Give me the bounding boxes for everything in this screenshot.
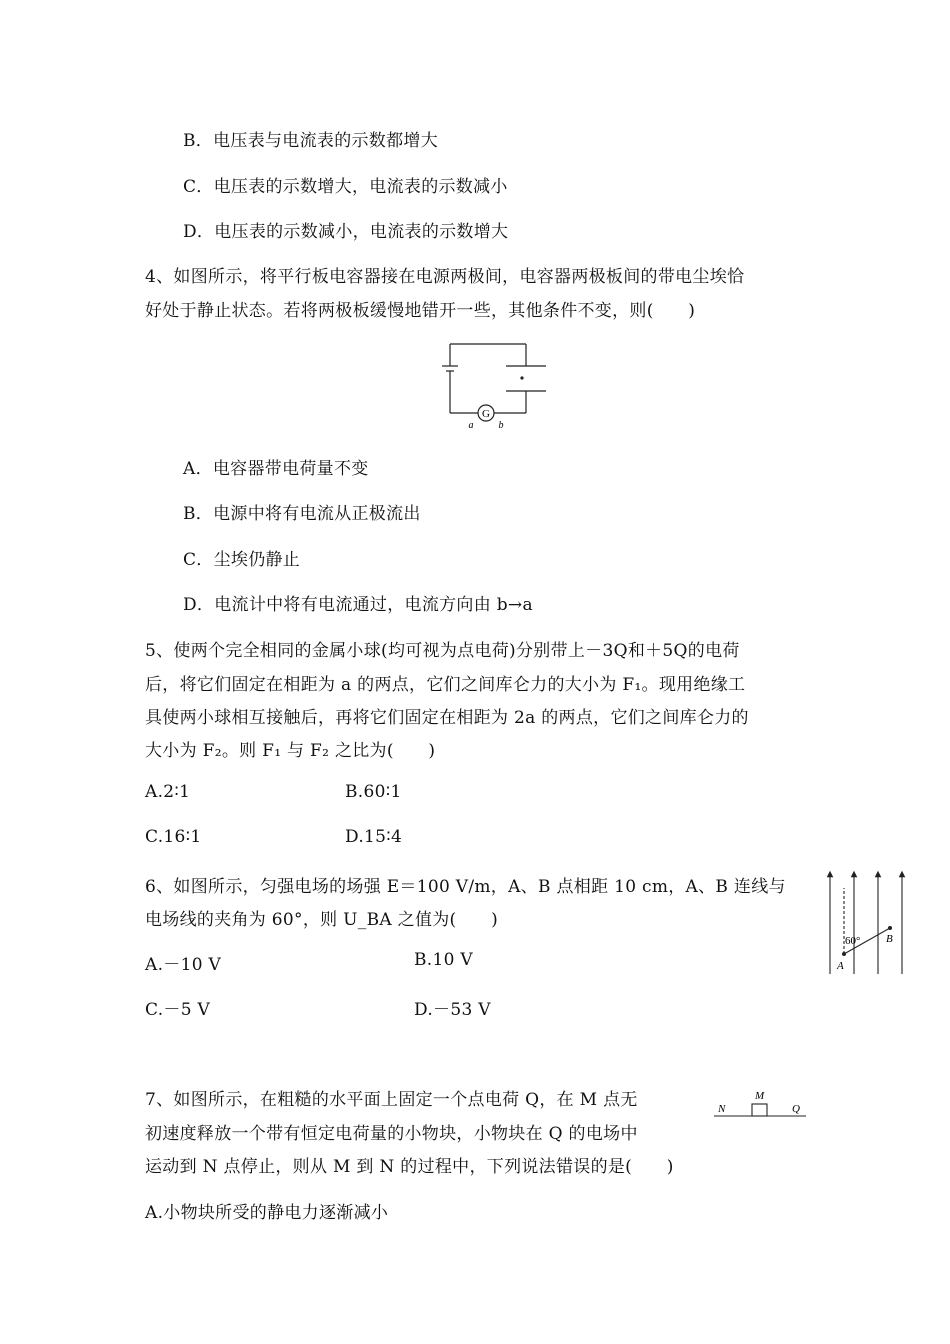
q6-option-c: C.－5 V bbox=[145, 1000, 211, 1020]
point-b-label: B bbox=[886, 933, 893, 945]
q4-option-a: A．电容器带电荷量不变 bbox=[183, 459, 369, 479]
point-a-label: A bbox=[837, 960, 844, 972]
galvanometer-label: G bbox=[482, 408, 490, 420]
q4-stem-line-1: 4、如图所示，将平行板电容器接在电源两极间，电容器两极板间的带电尘埃恰 bbox=[145, 267, 745, 287]
q5-option-b: B.60∶1 bbox=[345, 782, 402, 802]
node-b-label: b bbox=[498, 420, 504, 431]
q3-option-b: B．电压表与电流表的示数都增大 bbox=[183, 131, 438, 151]
q3-option-c: C．电压表的示数增大，电流表的示数减小 bbox=[183, 177, 508, 197]
q7-stem-line-3: 运动到 N 点停止，则从 M 到 N 的过程中，下列说法错误的是( ) bbox=[145, 1157, 674, 1177]
point-a bbox=[842, 952, 846, 956]
q5-stem-line-2: 后，将它们固定在相距为 a 的两点，它们之间库仑力的大小为 F₁。现用绝缘工 bbox=[145, 675, 746, 695]
q6-option-b: B.10 V bbox=[414, 950, 474, 970]
q5-stem-line-3: 具使两小球相互接触后，再将它们固定在相距为 2a 的两点，它们之间库仑力的 bbox=[145, 708, 749, 728]
q6-stem-line-2: 电场线的夹角为 60°，则 U_BA 之值为( ) bbox=[145, 910, 499, 930]
node-a-label: a bbox=[468, 420, 474, 431]
q5-option-d: D.15∶4 bbox=[345, 827, 403, 847]
q5-stem-line-1: 5、使两个完全相同的金属小球(均可视为点电荷)分别带上－3Q和＋5Q的电荷 bbox=[145, 641, 740, 661]
q4-option-c: C．尘埃仍静止 bbox=[183, 550, 301, 570]
block-m bbox=[752, 1104, 767, 1116]
q3-option-d: D．电压表的示数减小，电流表的示数增大 bbox=[183, 222, 509, 242]
point-m-label: M bbox=[755, 1090, 765, 1102]
q5-option-c: C.16∶1 bbox=[145, 827, 202, 847]
point-n-label: N bbox=[718, 1103, 726, 1115]
q7-option-a: A.小物块所受的静电力逐渐减小 bbox=[145, 1203, 389, 1223]
q4-circuit-figure bbox=[438, 336, 558, 431]
q6-field-figure bbox=[824, 868, 910, 976]
q4-option-d: D．电流计中将有电流通过，电流方向由 b→a bbox=[183, 595, 533, 615]
q7-block-figure bbox=[712, 1084, 808, 1120]
q7-stem-line-1: 7、如图所示，在粗糙的水平面上固定一个点电荷 Q，在 M 点无 bbox=[145, 1090, 638, 1110]
q5-option-a: A.2∶1 bbox=[145, 782, 191, 802]
point-b bbox=[888, 926, 892, 930]
q6-option-a: A.－10 V bbox=[145, 955, 222, 975]
q7-stem-line-2: 初速度释放一个带有恒定电荷量的小物块，小物块在 Q 的电场中 bbox=[145, 1124, 638, 1144]
q4-option-b: B．电源中将有电流从正极流出 bbox=[183, 504, 421, 524]
charge-q-label: Q bbox=[792, 1103, 800, 1115]
angle-label: 60° bbox=[845, 935, 861, 947]
q5-stem-line-4: 大小为 F₂。则 F₁ 与 F₂ 之比为( ) bbox=[145, 741, 436, 761]
q6-option-d: D.－53 V bbox=[414, 1000, 491, 1020]
dust-particle bbox=[520, 376, 523, 379]
q6-stem-line-1: 6、如图所示，匀强电场的场强 E＝100 V/m，A、B 点相距 10 cm，A、B 连线与 bbox=[145, 877, 786, 897]
q4-stem-line-2: 好处于静止状态。若将两极板缓慢地错开一些，其他条件不变，则( ) bbox=[145, 301, 696, 321]
